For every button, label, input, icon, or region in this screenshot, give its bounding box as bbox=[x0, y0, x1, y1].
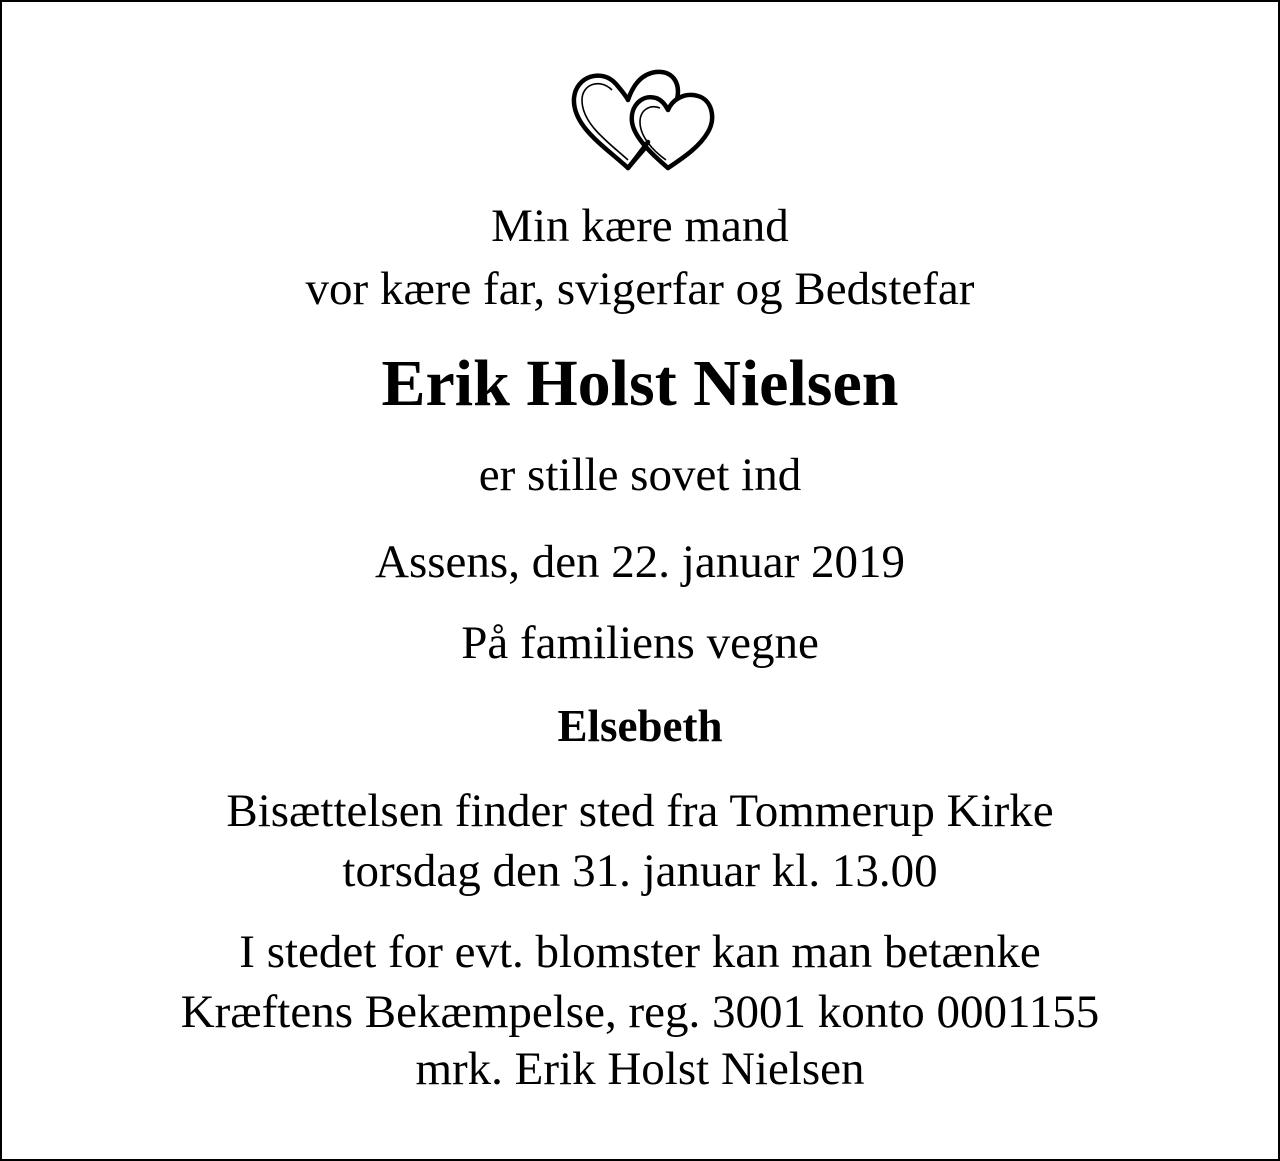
donation-line-1: I stedet for evt. blomster kan man betænke bbox=[239, 926, 1041, 978]
donation-line-3: mrk. Erik Holst Nielsen bbox=[415, 1043, 865, 1095]
intro-line-2: vor kære far, svigerfar og Bedstefar bbox=[305, 263, 975, 315]
on-behalf-line: På familiens vegne bbox=[461, 617, 819, 669]
deceased-name: Erik Holst Nielsen bbox=[381, 347, 899, 420]
passing-statement: er stille sovet ind bbox=[478, 449, 802, 501]
funeral-line-2: torsdag den 31. januar kl. 13.00 bbox=[342, 845, 938, 897]
obituary-notice bbox=[2, 2, 1278, 1159]
two-hearts-icon bbox=[562, 64, 722, 172]
funeral-line-1: Bisættelsen finder sted fra Tommerup Kirke bbox=[226, 785, 1054, 837]
signer-name: Elsebeth bbox=[557, 701, 723, 751]
place-and-date: Assens, den 22. januar 2019 bbox=[375, 536, 905, 588]
intro-line-1: Min kære mand bbox=[491, 200, 789, 252]
donation-line-2: Kræftens Bekæmpelse, reg. 3001 konto 0001155 bbox=[180, 986, 1100, 1038]
